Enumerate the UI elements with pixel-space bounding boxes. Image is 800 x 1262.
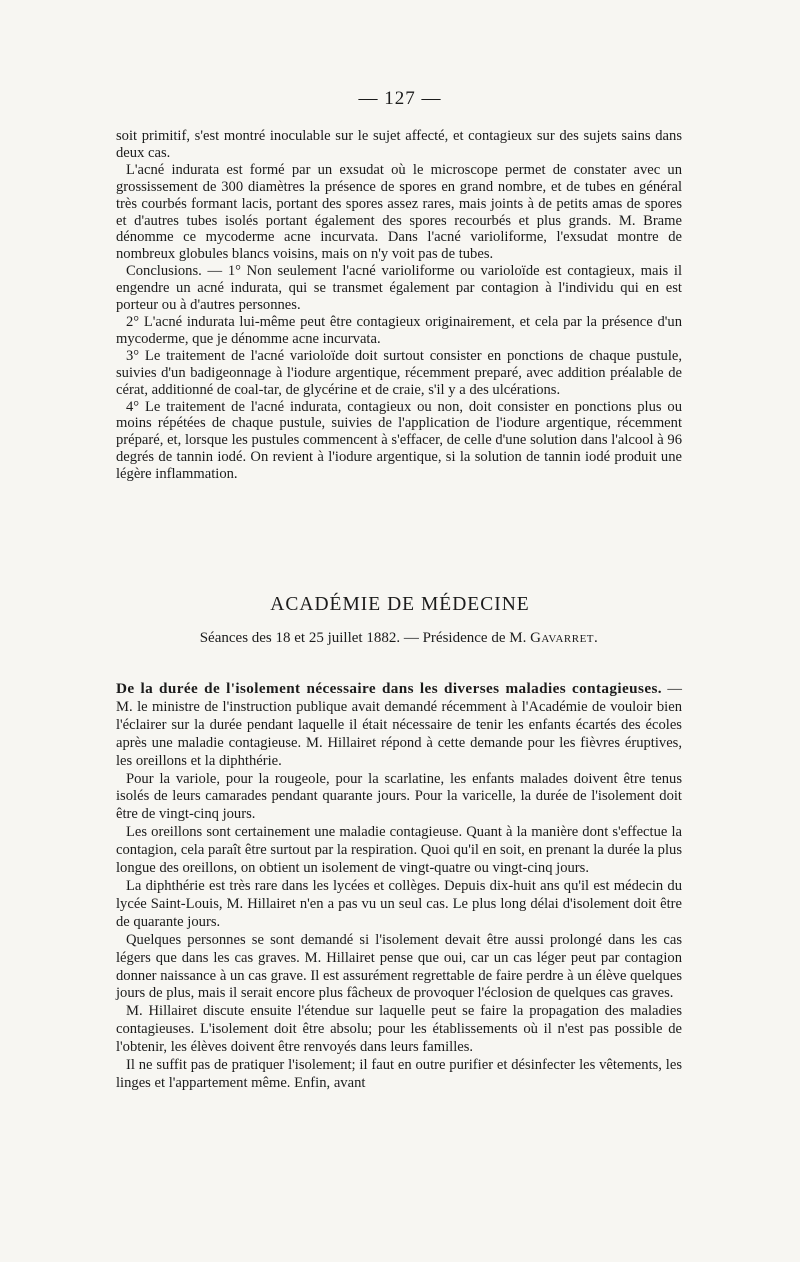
seances-text: Séances des 18 et 25 juillet 1882. — Présidence de M. <box>199 630 531 646</box>
page-number: — 127 — <box>358 88 442 109</box>
president-name: Gavarret. <box>530 630 599 646</box>
paragraph: Quelques personnes se sont demandé si l'isolement devait être aussi prolongé dans les cas légers que dans les cas graves. M. Hillairet pense que oui, car un cas léger peut par contagion donner naissance à un cas grave. Il est assurément regrettable de faire perdre à un élève quelques jours de plus, mais il serait encore plus fâcheux de provoquer l'éclosion de quelques cas graves. <box>116 931 682 1002</box>
top-text-block <box>116 128 682 483</box>
paragraph: soit primitif, s'est montré inoculable sur le sujet affecté, et contagieux sur des sujets sains dans deux cas. <box>116 128 682 161</box>
conclusions-paragraph: Conclusions. — 1° Non seulement l'acné varioliforme ou varioloïde est contagieux, mais il engendre un acné indurata, qui se transmet également par contagion à l'individu qui en est porteur ou à d'autres personnes. <box>116 263 682 314</box>
paragraph: 3° Le traitement de l'acné varioloïde doit surtout consister en ponctions de chaque pustule, suivies d'un badigeonnage à l'iodure argentique, récemment preparé, avec addition préalable de cérat, additionné de coal-tar, de glycérine et de craie, s'il y a des ulcérations. <box>116 347 682 398</box>
paragraph: Pour la variole, pour la rougeole, pour la scarlatine, les enfants malades doivent être tenus isolés de leurs camarades pendant quarante jours. Pour la varicelle, la durée de l'isolement doit être de vingt-cinq jours. <box>116 770 682 823</box>
section-heading: ACADÉMIE DE MÉDECINE <box>270 594 530 615</box>
article-lead-paragraph <box>116 680 682 771</box>
paragraph: Il ne suffit pas de pratiquer l'isolement; il faut en outre purifier et désinfecter les vêtements, les linges et l'appartement même. Enfin, avant <box>116 1057 682 1091</box>
paragraph: L'acné indurata est formé par un exsudat où le microscope permet de constater avec un grossissement de 300 diamètres la présence de spores en grand nombre, et de tubes en général très courbés formant lacis, portant des spores assez rares, mais joints à de petits amas de spores et d'autres tubes isolés portant également des spores recourbés et plus grands. M. Brame dénomme ce mycoderme acne incurvata. Dans l'acné varioliforme, l'exsudat montre de nombreux globules blancs voisins, mais on n'y voit pas de tubes. <box>116 161 682 263</box>
paragraph: 4° Le traitement de l'acné indurata, contagieux ou non, doit consister en ponctions plus ou moins répétées de chaque pustule, suivies de l'application de l'iodure argentique, récemment préparé, et, lorsque les pustules commencent à s'effacer, de celle d'une solution dans l'alcool à 96 degrés de tannin iodé. On revient à l'iodure argentique, si la solution de tannin iodé produit une légère inflammation. <box>116 398 682 483</box>
paragraph: 2° L'acné indurata lui-même peut être contagieux originairement, et cela par la présence d'un mycoderme, que je dénomme acne incurvata. <box>116 313 682 347</box>
seances-line <box>116 630 682 647</box>
bottom-text-block <box>116 680 682 1093</box>
article-title: De la durée de l'isolement nécessaire dans les diverses maladies contagieuses. <box>116 680 662 697</box>
article-first-text: — M. le ministre de l'instruction publique avait demandé récemment à l'Académie de vouloir bien l'éclairer sur la durée pendant laquelle il était nécessaire de tenir les enfants écartés des écoles après une maladie contagieuse. M. Hillairet répond à cette demande pour les fièvres éruptives, les oreillons et la diphthérie. <box>116 681 682 769</box>
paragraph: La diphthérie est très rare dans les lycées et collèges. Depuis dix-huit ans qu'il est médecin du lycée Saint-Louis, M. Hillairet n'en a pas vu un seul cas. Le plus long délai d'isolement doit être de quarante jours. <box>116 877 682 930</box>
paragraph: Les oreillons sont certainement une maladie contagieuse. Quant à la manière dont s'effectue la contagion, cela paraît être surtout par la respiration. Quoi qu'il en soit, en prenant la durée la plus longue des oreillons, on obtient un isolement de vingt-quatre ou vingt-cinq jours. <box>116 824 682 877</box>
paragraph: M. Hillairet discute ensuite l'étendue sur laquelle peut se faire la propagation des maladies contagieuses. L'isolement doit être absolu; pour les établissements où il n'est pas possible de l'obtenir, les élèves doivent être renvoyés dans leurs familles. <box>116 1003 682 1056</box>
